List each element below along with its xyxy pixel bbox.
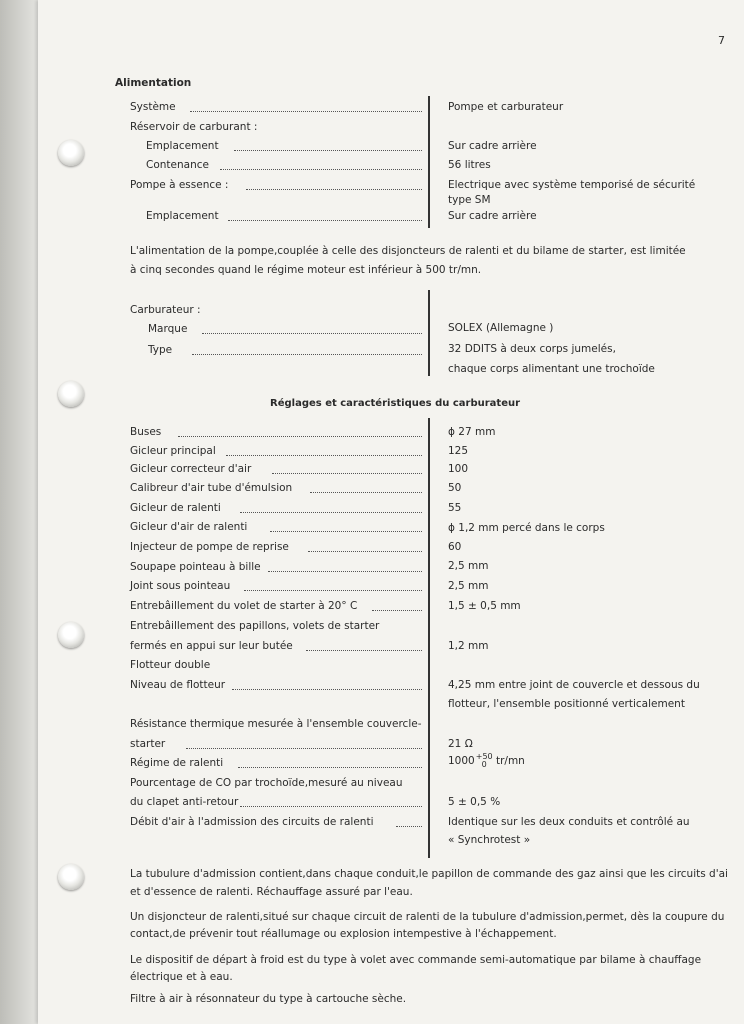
leader-dots	[268, 571, 422, 572]
debit-label: Débit d'air à l'admission des circuits de ralenti	[130, 816, 374, 828]
papillons-value: 1,2 mm	[448, 640, 489, 652]
leader-dots	[306, 650, 422, 651]
reglage-label: Gicleur principal	[130, 445, 216, 457]
column-divider	[428, 290, 430, 376]
binder-hole	[58, 622, 84, 648]
binder-hole	[58, 381, 84, 407]
regime-tolerance-minus: 0	[481, 760, 487, 769]
leader-dots	[232, 689, 422, 690]
section-title-reglages: Réglages et caractéristiques du carburateur	[270, 398, 521, 409]
alimentation-note-line1: L'alimentation de la pompe,couplée à celle des disjoncteurs de ralenti et du bilame de starter, est limitée	[130, 245, 686, 257]
marque-value: SOLEX (Allemagne )	[448, 322, 554, 334]
reglage-label: Gicleur de ralenti	[130, 502, 221, 514]
leader-dots	[310, 492, 422, 493]
co-label-line2: du clapet anti-retour	[130, 796, 239, 808]
leader-dots	[226, 455, 422, 456]
reglage-label: Calibreur d'air tube d'émulsion	[130, 482, 293, 494]
flotteur-label: Flotteur double	[130, 659, 211, 671]
reglage-value: 2,5 mm	[448, 560, 489, 572]
binder-hole	[58, 864, 84, 890]
debit-value-line1: Identique sur les deux conduits et contrôlé au	[448, 816, 690, 828]
leader-dots	[396, 826, 422, 827]
niveau-value-line2: flotteur, l'ensemble positionné verticalement	[448, 698, 685, 710]
reglage-value: 50	[448, 482, 462, 494]
leader-dots	[240, 806, 422, 807]
reglage-label: Soupape pointeau à bille	[130, 561, 261, 573]
reglage-value: 1,5 ± 0,5 mm	[448, 600, 521, 612]
pompe-emplacement-value: Sur cadre arrière	[448, 210, 537, 222]
type-value-line1: 32 DDITS à deux corps jumelés,	[448, 343, 616, 355]
reglage-label: Gicleur correcteur d'air	[130, 463, 252, 475]
systeme-value: Pompe et carburateur	[448, 101, 564, 113]
binder-edge	[0, 0, 38, 1024]
paragraph-2-line2: contact,de prévenir tout réallumage ou explosion intempestive à l'échappement.	[130, 928, 557, 940]
resistance-label-line2: starter	[130, 738, 166, 750]
leader-dots	[272, 473, 422, 474]
emplacement-value: Sur cadre arrière	[448, 140, 537, 152]
section-title-alimentation: Alimentation	[115, 77, 192, 89]
leader-dots	[190, 111, 422, 112]
resistance-value: 21 Ω	[448, 738, 473, 750]
reglage-label: Buses	[130, 426, 162, 438]
paragraph-1-line2: et d'essence de ralenti. Réchauffage assuré par l'eau.	[130, 886, 413, 898]
papillons-label-line2: fermés en appui sur leur butée	[130, 640, 293, 652]
systeme-label: Système	[130, 101, 176, 113]
leader-dots	[186, 748, 422, 749]
type-value-line2: chaque corps alimentant une trochoïde	[448, 363, 655, 375]
reglage-value: 100	[448, 463, 469, 475]
carburateur-label: Carburateur :	[130, 304, 201, 316]
regime-label: Régime de ralenti	[130, 757, 224, 769]
column-divider	[428, 418, 430, 858]
reglage-value: 55	[448, 502, 462, 514]
regime-value	[448, 753, 525, 769]
leader-dots	[240, 512, 422, 513]
leader-dots	[220, 169, 422, 170]
leader-dots	[178, 436, 422, 437]
debit-value-line2: « Synchrotest »	[448, 834, 531, 846]
leader-dots	[244, 590, 422, 591]
regime-value-unit: tr/mn	[495, 755, 525, 767]
pompe-emplacement-label: Emplacement	[146, 210, 219, 222]
leader-dots	[372, 610, 422, 611]
reglage-label: Entrebâillement du volet de starter à 20° C	[130, 600, 358, 612]
reglage-value: ɸ 1,2 mm percé dans le corps	[448, 522, 605, 534]
reglage-value: 125	[448, 445, 469, 457]
leader-dots	[270, 531, 422, 532]
leader-dots	[238, 767, 422, 768]
page-number: 7	[718, 34, 725, 47]
column-divider	[428, 96, 430, 228]
reglage-value: 2,5 mm	[448, 580, 489, 592]
contenance-value: 56 litres	[448, 159, 491, 171]
reglage-value: ɸ 27 mm	[448, 426, 496, 438]
resistance-label-line1: Résistance thermique mesurée à l'ensemble couvercle-	[130, 718, 422, 730]
leader-dots	[246, 189, 422, 190]
reglage-label: Joint sous pointeau	[130, 580, 231, 592]
co-label-line1: Pourcentage de CO par trochoïde,mesuré au niveau	[130, 777, 403, 789]
pompe-value-line2: type SM	[448, 194, 491, 206]
co-value: 5 ± 0,5 %	[448, 796, 501, 808]
reglage-label: Gicleur d'air de ralenti	[130, 521, 248, 533]
pompe-label: Pompe à essence :	[130, 179, 229, 191]
regime-tolerance	[476, 753, 493, 769]
regime-value-base: 1000	[448, 755, 475, 767]
leader-dots	[234, 150, 422, 151]
alimentation-note-line2: à cinq secondes quand le régime moteur est inférieur à 500 tr/mn.	[130, 264, 482, 276]
leader-dots	[192, 354, 422, 355]
reglage-label: Injecteur de pompe de reprise	[130, 541, 289, 553]
paragraph-3-line2: électrique et à eau.	[130, 971, 233, 983]
paragraph-2-line1: Un disjoncteur de ralenti,situé sur chaque circuit de ralenti de la tubulure d'admission,permet, dès la coupure du	[130, 911, 725, 923]
reservoir-label: Réservoir de carburant :	[130, 121, 258, 133]
emplacement-label: Emplacement	[146, 140, 219, 152]
papillons-label-line1: Entrebâillement des papillons, volets de starter	[130, 620, 380, 632]
binder-hole	[58, 140, 84, 166]
leader-dots	[202, 333, 422, 334]
regime-tolerance-plus: +50	[475, 752, 493, 761]
marque-label: Marque	[148, 323, 188, 335]
paragraph-1-line1: La tubulure d'admission contient,dans chaque conduit,le papillon de commande des gaz ainsi que les circuits d'ai	[130, 868, 728, 880]
niveau-label: Niveau de flotteur	[130, 679, 226, 691]
paragraph-3-line1: Le dispositif de départ à froid est du type à volet avec commande semi-automatique par bilame à chauffage	[130, 954, 702, 966]
leader-dots	[228, 220, 422, 221]
niveau-value-line1: 4,25 mm entre joint de couvercle et dessous du	[448, 679, 700, 691]
pompe-value-line1: Electrique avec système temporisé de sécurité	[448, 179, 696, 191]
paragraph-4: Filtre à air à résonnateur du type à cartouche sèche.	[130, 993, 407, 1005]
leader-dots	[308, 551, 422, 552]
type-label: Type	[148, 344, 173, 356]
reglage-value: 60	[448, 541, 462, 553]
contenance-label: Contenance	[146, 159, 209, 171]
